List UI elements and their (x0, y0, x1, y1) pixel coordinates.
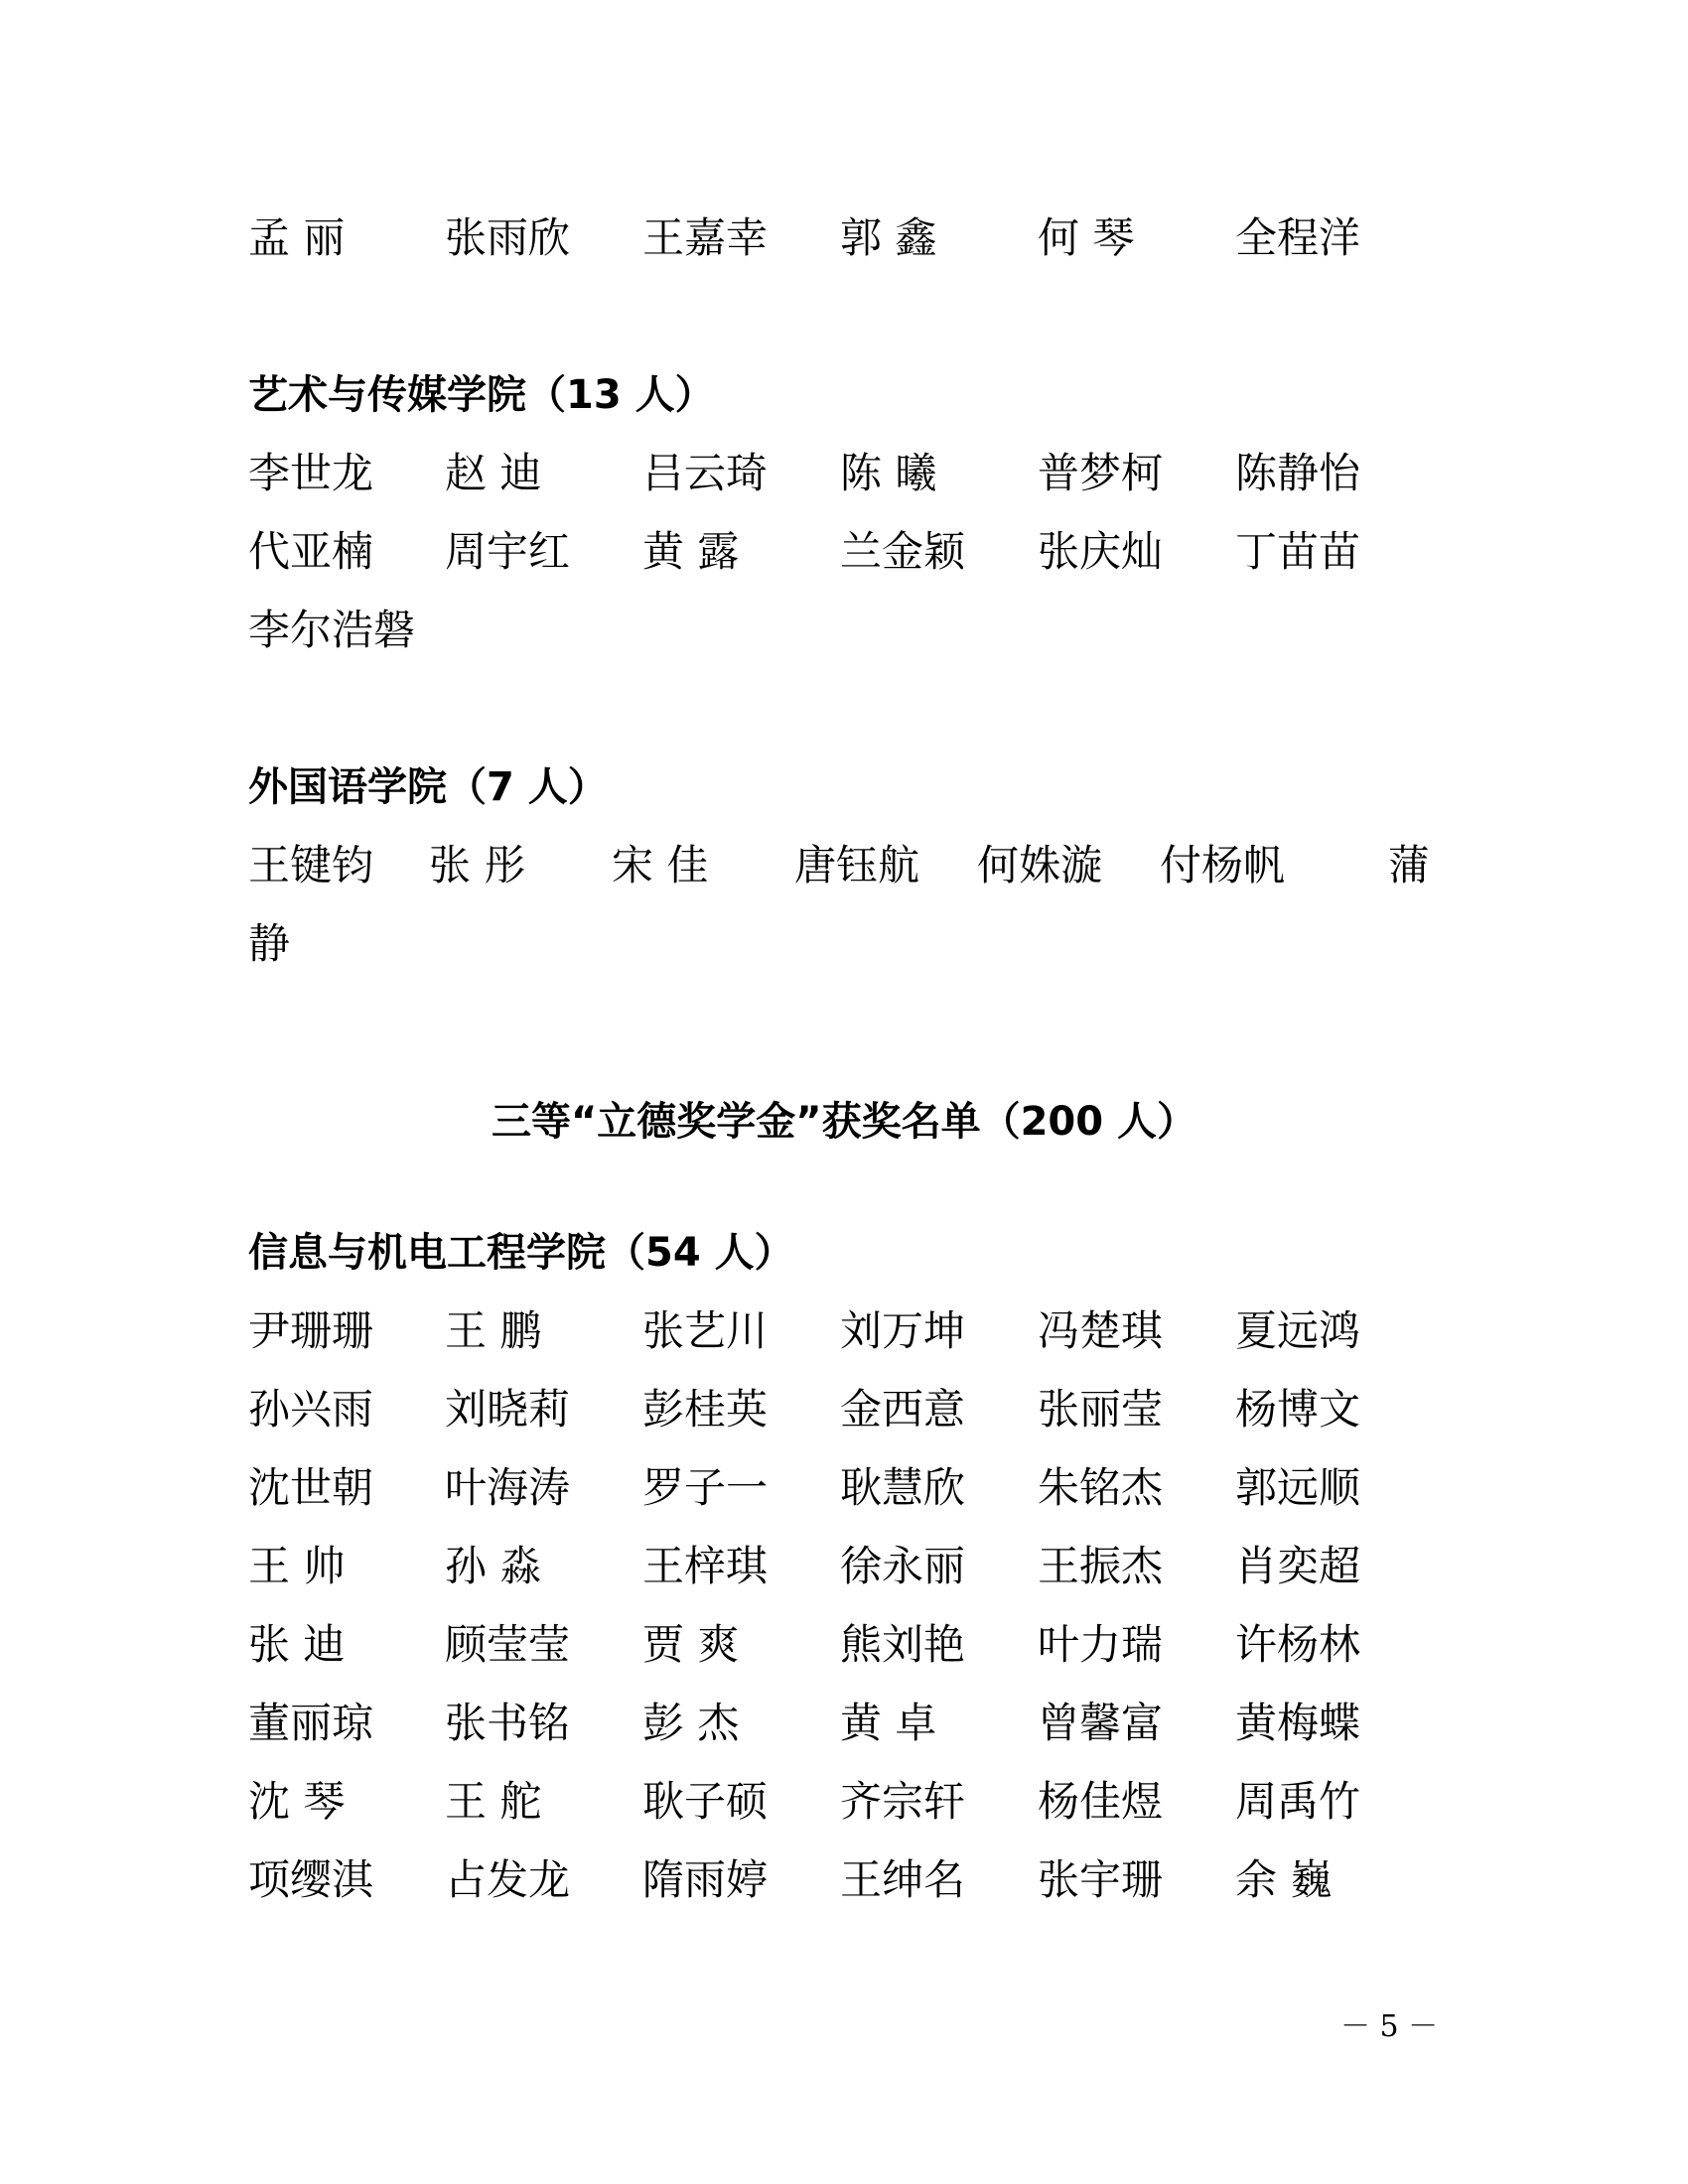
name-cell: 董丽琼 (248, 1699, 374, 1747)
name-cell: 静 (248, 919, 291, 968)
name-cell: 王嘉幸 (642, 213, 769, 262)
name-cell: 张艺川 (642, 1306, 769, 1355)
name-cell: 全程洋 (1235, 213, 1361, 262)
name-cell: 付杨帆 (1160, 841, 1286, 889)
name-cell: 黄 卓 (840, 1699, 937, 1747)
name-cell: 王键钧 (248, 841, 374, 889)
name-cell: 隋雨婷 (642, 1855, 769, 1904)
name-cell: 肖奕超 (1235, 1542, 1361, 1590)
section-heading-foreign: 外国语学院（7 人） (248, 764, 608, 810)
name-cell: 冯楚琪 (1038, 1306, 1164, 1355)
name-cell: 耿子硕 (642, 1777, 769, 1826)
section-heading-info: 信息与机电工程学院（54 人） (248, 1230, 794, 1276)
name-cell: 王梓琪 (642, 1542, 769, 1590)
name-cell: 占发龙 (445, 1855, 571, 1904)
name-cell: 孙 淼 (445, 1542, 542, 1590)
name-cell: 余 巍 (1235, 1855, 1333, 1904)
name-cell: 张 迪 (248, 1620, 346, 1669)
name-cell: 周禹竹 (1235, 1777, 1361, 1826)
name-cell: 吕云琦 (642, 449, 769, 497)
name-cell: 张丽莹 (1038, 1385, 1164, 1433)
name-cell: 黄 露 (642, 527, 740, 576)
name-cell: 王振杰 (1038, 1542, 1164, 1590)
name-cell: 何 琴 (1038, 213, 1135, 262)
page-number: － 5 － (1340, 2009, 1439, 2044)
name-cell: 黄梅蝶 (1235, 1699, 1361, 1747)
name-cell: 唐钰航 (794, 841, 920, 889)
award-title: 三等“立德奖学金”获奖名单（200 人） (492, 1099, 1196, 1145)
name-cell: 普梦柯 (1038, 449, 1164, 497)
name-cell: 陈 曦 (840, 449, 937, 497)
name-cell: 沈世朝 (248, 1463, 374, 1512)
name-cell: 沈 琴 (248, 1777, 346, 1826)
name-cell: 蒲 (1388, 841, 1431, 889)
name-cell: 贾 爽 (642, 1620, 740, 1669)
name-cell: 兰金颖 (840, 527, 966, 576)
name-cell: 许杨林 (1235, 1620, 1361, 1669)
name-cell: 孟 丽 (248, 213, 346, 262)
name-cell: 赵 迪 (445, 449, 542, 497)
name-cell: 杨佳煜 (1038, 1777, 1164, 1826)
section-heading-art: 艺术与传媒学院（13 人） (248, 372, 715, 418)
name-cell: 耿慧欣 (840, 1463, 966, 1512)
name-cell: 何姝漩 (977, 841, 1103, 889)
name-cell: 叶力瑞 (1038, 1620, 1164, 1669)
name-cell: 丁苗苗 (1235, 527, 1361, 576)
name-cell: 叶海涛 (445, 1463, 571, 1512)
name-cell: 刘晓莉 (445, 1385, 571, 1433)
name-cell: 王绅名 (840, 1855, 966, 1904)
name-cell: 彭桂英 (642, 1385, 769, 1433)
name-cell: 熊刘艳 (840, 1620, 966, 1669)
name-cell: 郭 鑫 (840, 213, 937, 262)
name-cell: 张 彤 (429, 841, 526, 889)
name-cell: 代亚楠 (248, 527, 374, 576)
name-cell: 陈静怡 (1235, 449, 1361, 497)
name-cell: 王 帅 (248, 1542, 346, 1590)
name-cell: 杨博文 (1235, 1385, 1361, 1433)
name-cell: 金西意 (840, 1385, 966, 1433)
name-cell: 张庆灿 (1038, 527, 1164, 576)
name-cell: 宋 佳 (612, 841, 709, 889)
name-cell: 张宇珊 (1038, 1855, 1164, 1904)
name-cell: 李世龙 (248, 449, 374, 497)
name-cell: 刘万坤 (840, 1306, 966, 1355)
name-cell: 朱铭杰 (1038, 1463, 1164, 1512)
name-cell: 罗子一 (642, 1463, 769, 1512)
name-cell: 李尔浩磐 (248, 606, 416, 654)
name-cell: 齐宗轩 (840, 1777, 966, 1826)
name-cell: 项缨淇 (248, 1855, 374, 1904)
name-cell: 郭远顺 (1235, 1463, 1361, 1512)
name-cell: 曾馨富 (1038, 1699, 1164, 1747)
name-cell: 王 舵 (445, 1777, 542, 1826)
name-cell: 王 鹏 (445, 1306, 542, 1355)
name-cell: 孙兴雨 (248, 1385, 374, 1433)
name-cell: 尹珊珊 (248, 1306, 374, 1355)
name-cell: 徐永丽 (840, 1542, 966, 1590)
name-cell: 夏远鸿 (1235, 1306, 1361, 1355)
name-cell: 顾莹莹 (445, 1620, 571, 1669)
name-cell: 张书铭 (445, 1699, 571, 1747)
name-cell: 周宇红 (445, 527, 571, 576)
name-cell: 张雨欣 (445, 213, 571, 262)
name-cell: 彭 杰 (642, 1699, 740, 1747)
